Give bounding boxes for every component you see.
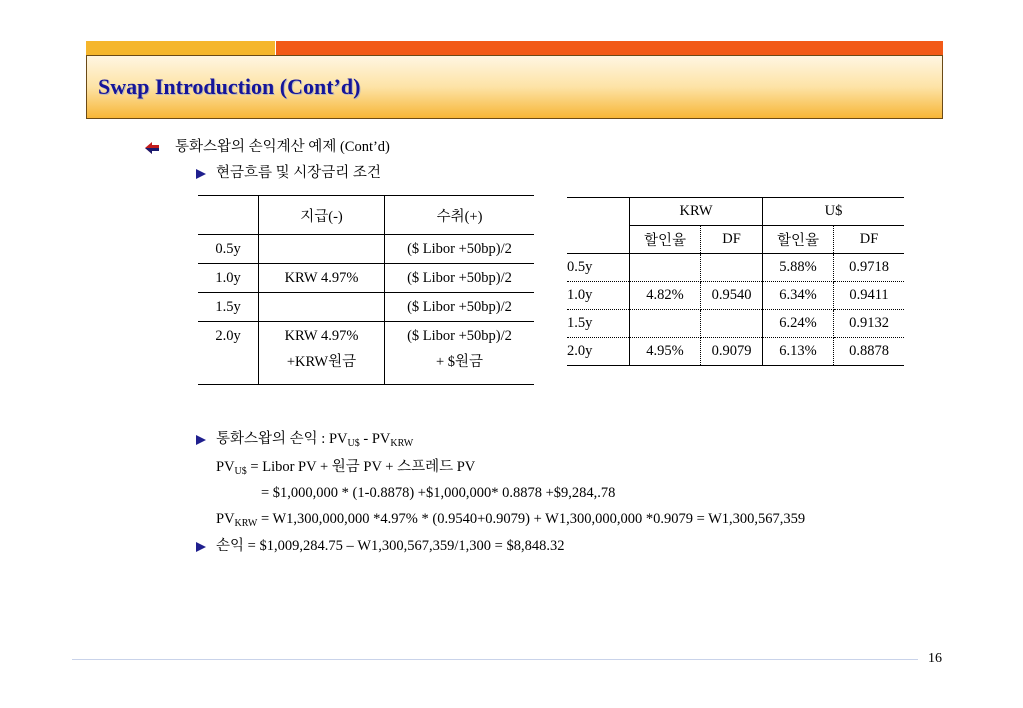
- table-row: [567, 254, 904, 282]
- triangle-bullet-icon: [196, 542, 206, 552]
- pv-usd-calculation: = $1,000,000 * (1-0.8878) +$1,000,000* 0.8878 +$9,284,.78: [261, 485, 616, 501]
- table-cell: [701, 254, 763, 282]
- table-row: [198, 264, 534, 293]
- header-cell: 할인율: [630, 226, 701, 254]
- table-cell: 0.9411: [834, 282, 905, 310]
- header-cell: [198, 196, 259, 235]
- table-cell: 5.88%: [763, 254, 834, 282]
- header-cell: DF: [701, 226, 763, 254]
- slide-title: Swap Introduction (Cont’d): [98, 74, 361, 99]
- table-cell: [701, 310, 763, 338]
- table-row: [198, 322, 534, 351]
- page-number: 16: [928, 651, 942, 666]
- header-accent-bar-right: [276, 41, 943, 55]
- table-row: [567, 310, 904, 338]
- table-row: [198, 293, 534, 322]
- header-cell: 지급(-): [259, 196, 385, 235]
- pv-usd-definition: [216, 458, 475, 478]
- header-cell: 수취(+): [385, 196, 535, 235]
- group-header-usd: U$: [763, 198, 905, 226]
- triangle-bullet-icon: [196, 169, 206, 179]
- bullet-pnl-result: 손익 = $1,009,284.75 – W1,300,567,359/1,300 = $8,848.32: [216, 538, 565, 554]
- subscript: KRW: [234, 518, 258, 529]
- table-cell: 1.5y: [567, 310, 630, 338]
- table-cell: 0.5y: [567, 254, 630, 282]
- title-banner: [86, 55, 943, 119]
- group-header-krw: KRW: [630, 198, 763, 226]
- subscript: KRW: [390, 438, 414, 449]
- table-cell: [259, 235, 385, 264]
- pv-krw-calculation: [216, 510, 805, 530]
- table-cell: 0.9132: [834, 310, 905, 338]
- diamond-arrow-icon: [145, 142, 159, 154]
- triangle-bullet-icon: [196, 435, 206, 445]
- table-cell: ($ Libor +50bp)/2: [385, 293, 535, 322]
- table-row: [567, 338, 904, 366]
- table-cell: KRW 4.97%: [259, 264, 385, 293]
- text-segment: PV: [216, 459, 235, 475]
- header-cell: [567, 198, 630, 254]
- subscript: U$: [234, 466, 247, 477]
- table-cell: 6.24%: [763, 310, 834, 338]
- table-cell: [198, 350, 259, 385]
- table-cell: 1.0y: [567, 282, 630, 310]
- table-cell: 6.34%: [763, 282, 834, 310]
- table-cell: ($ Libor +50bp)/2: [385, 264, 535, 293]
- bullet-swap-pnl-formula: [216, 430, 413, 450]
- table-cell: 4.82%: [630, 282, 701, 310]
- footer-divider: [72, 659, 918, 660]
- table-cell: ($ Libor +50bp)/2: [385, 235, 535, 264]
- table-cell: +KRW원금: [259, 350, 385, 385]
- subscript: U$: [347, 438, 360, 449]
- table-cell: ($ Libor +50bp)/2: [407, 327, 512, 344]
- text-segment: PV: [216, 511, 235, 527]
- table-row: [567, 282, 904, 310]
- header-cell: DF: [834, 226, 905, 254]
- text-segment: = Libor PV + 원금 PV + 스프레드 PV: [246, 459, 476, 475]
- text-segment: - PV: [359, 431, 391, 447]
- table-cell: 2.0y: [198, 322, 259, 351]
- text-segment: 통화스왑의 손익 : PV: [216, 431, 348, 447]
- table-cell: 0.9540: [701, 282, 763, 310]
- header-cell: 할인율: [763, 226, 834, 254]
- table-cell: 6.13%: [763, 338, 834, 366]
- bullet-example-heading: 통화스왑의 손익계산 예제 (Cont’d): [175, 139, 390, 155]
- text-segment: = W1,300,000,000 *4.97% * (0.9540+0.9079) + W1,300,000,000 *0.9079 = W1,300,567,359: [257, 511, 806, 527]
- table-cell: 1.0y: [198, 264, 259, 293]
- table-cell: 4.95%: [630, 338, 701, 366]
- table-cell: KRW 4.97%: [259, 322, 385, 351]
- table-cell: 0.9718: [834, 254, 905, 282]
- table-cell: + $원금: [385, 350, 535, 385]
- cashflow-table: [198, 195, 534, 385]
- table-cell: 2.0y: [567, 338, 630, 366]
- table-cell: 0.9079: [701, 338, 763, 366]
- table-cell: 0.8878: [834, 338, 905, 366]
- table-cell: 0.5y: [198, 235, 259, 264]
- header-accent-bar-left: [86, 41, 275, 55]
- table-cell: [630, 254, 701, 282]
- bullet-cashflow-conditions: 현금흐름 및 시장금리 조건: [216, 165, 381, 181]
- table-cell: 1.5y: [198, 293, 259, 322]
- table-header-row: [567, 198, 904, 226]
- table-row: [198, 350, 534, 385]
- rate-table: [567, 197, 904, 366]
- table-row: [198, 235, 534, 264]
- table-cell: [630, 310, 701, 338]
- table-header-row: [198, 196, 534, 235]
- table-cell: [259, 293, 385, 322]
